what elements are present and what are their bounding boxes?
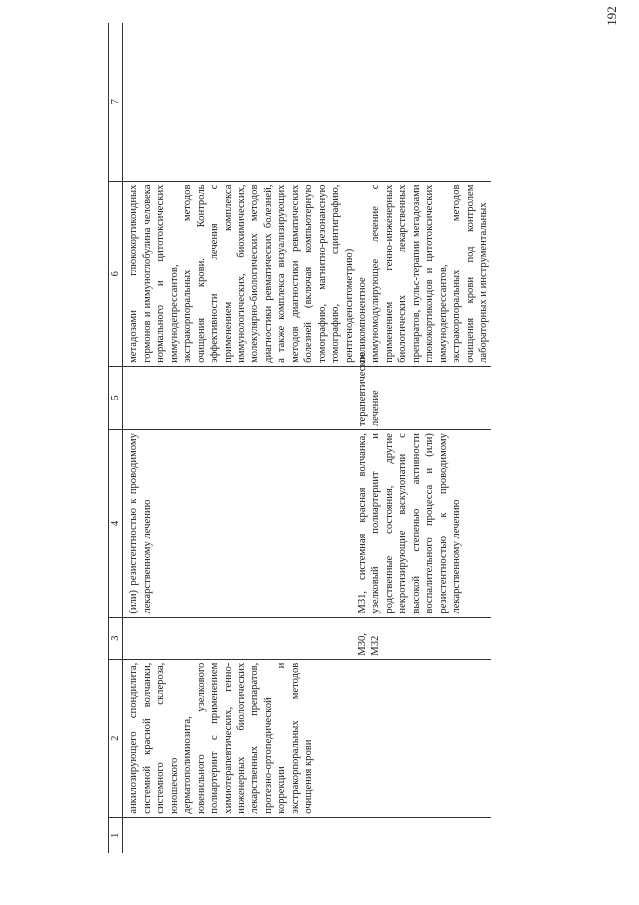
table-row [356, 23, 491, 853]
row1-col5-treatment-type [127, 366, 356, 429]
page-number: 192 [603, 6, 619, 26]
row2-col2 [356, 659, 491, 817]
row1-col7 [127, 23, 356, 181]
row1-col6-treatment-method: метадозами глюкокортикоидных гормонов и иммуноглобулина человека нормального и цитотоксических иммунодепрессантов, экстракорпоральных методов очищения крови. Контроль эффективности лечения с применением комплекса иммунологических, биохимических, молекулярно-биологических методов диагностики ревматических болезней, а также комплекса визуализирующих методов диагностики ревматических болезней (включая компьютерную томографию, магнитно-резонансную томографию, сцинтиграфию, рентгеноденситометрию) [127, 181, 356, 366]
header-col-5: 5 [109, 366, 123, 429]
row1-col1 [127, 817, 356, 853]
header-row [109, 23, 123, 853]
header-col-3: 3 [109, 617, 123, 659]
header-col-7: 7 [109, 23, 123, 181]
header-col-1: 1 [109, 817, 123, 853]
header-col-4: 4 [109, 430, 123, 617]
row2-col3-icd-codes: М30, М32 [356, 617, 491, 659]
table-row [127, 23, 356, 853]
row2-col5-treatment-type: терапевтическое лечение [356, 366, 491, 429]
rotated-table-container [108, 23, 628, 853]
row1-col3-icd-codes [127, 617, 356, 659]
row2-col7 [356, 23, 491, 181]
header-col-6: 6 [109, 181, 123, 366]
row2-col6-treatment-method: поликомпонентное иммуномодулирующее лечение с применением генно-инженерных биологических лекарственных препаратов, пульс-терапии мегадозами глюкокортикоидов и цитотоксических иммунодепрессантов, экстракорпоральных методов очищения крови под контролем лабораторных и инструментальных [356, 181, 491, 366]
row1-col4-patient-model: (или) резистентностью к проводимому лекарственному лечению [127, 430, 356, 617]
row2-col1 [356, 817, 491, 853]
medical-care-table [108, 23, 491, 853]
header-col-2: 2 [109, 659, 123, 817]
row2-col4-patient-model: М31, системная красная волчанка, узелковый полиартериит и родственные состояния, другие некротизирующие васкулопатии с высокой степенью активности воспалительного процесса и (или) резистентностью к проводимому лекарственному лечению [356, 430, 491, 617]
row1-col2-treatment-description: анкилозирующего спондилита, системной красной волчанки, системного склероза, юношеского дерматополимиозита, ювенильного узелкового полиартериит с применением химиотерапевтических, генно-инженерных биологических лекарственных препаратов, протезно-ортопедической коррекции и экстракорпоральных методов очищения крови [127, 659, 356, 817]
